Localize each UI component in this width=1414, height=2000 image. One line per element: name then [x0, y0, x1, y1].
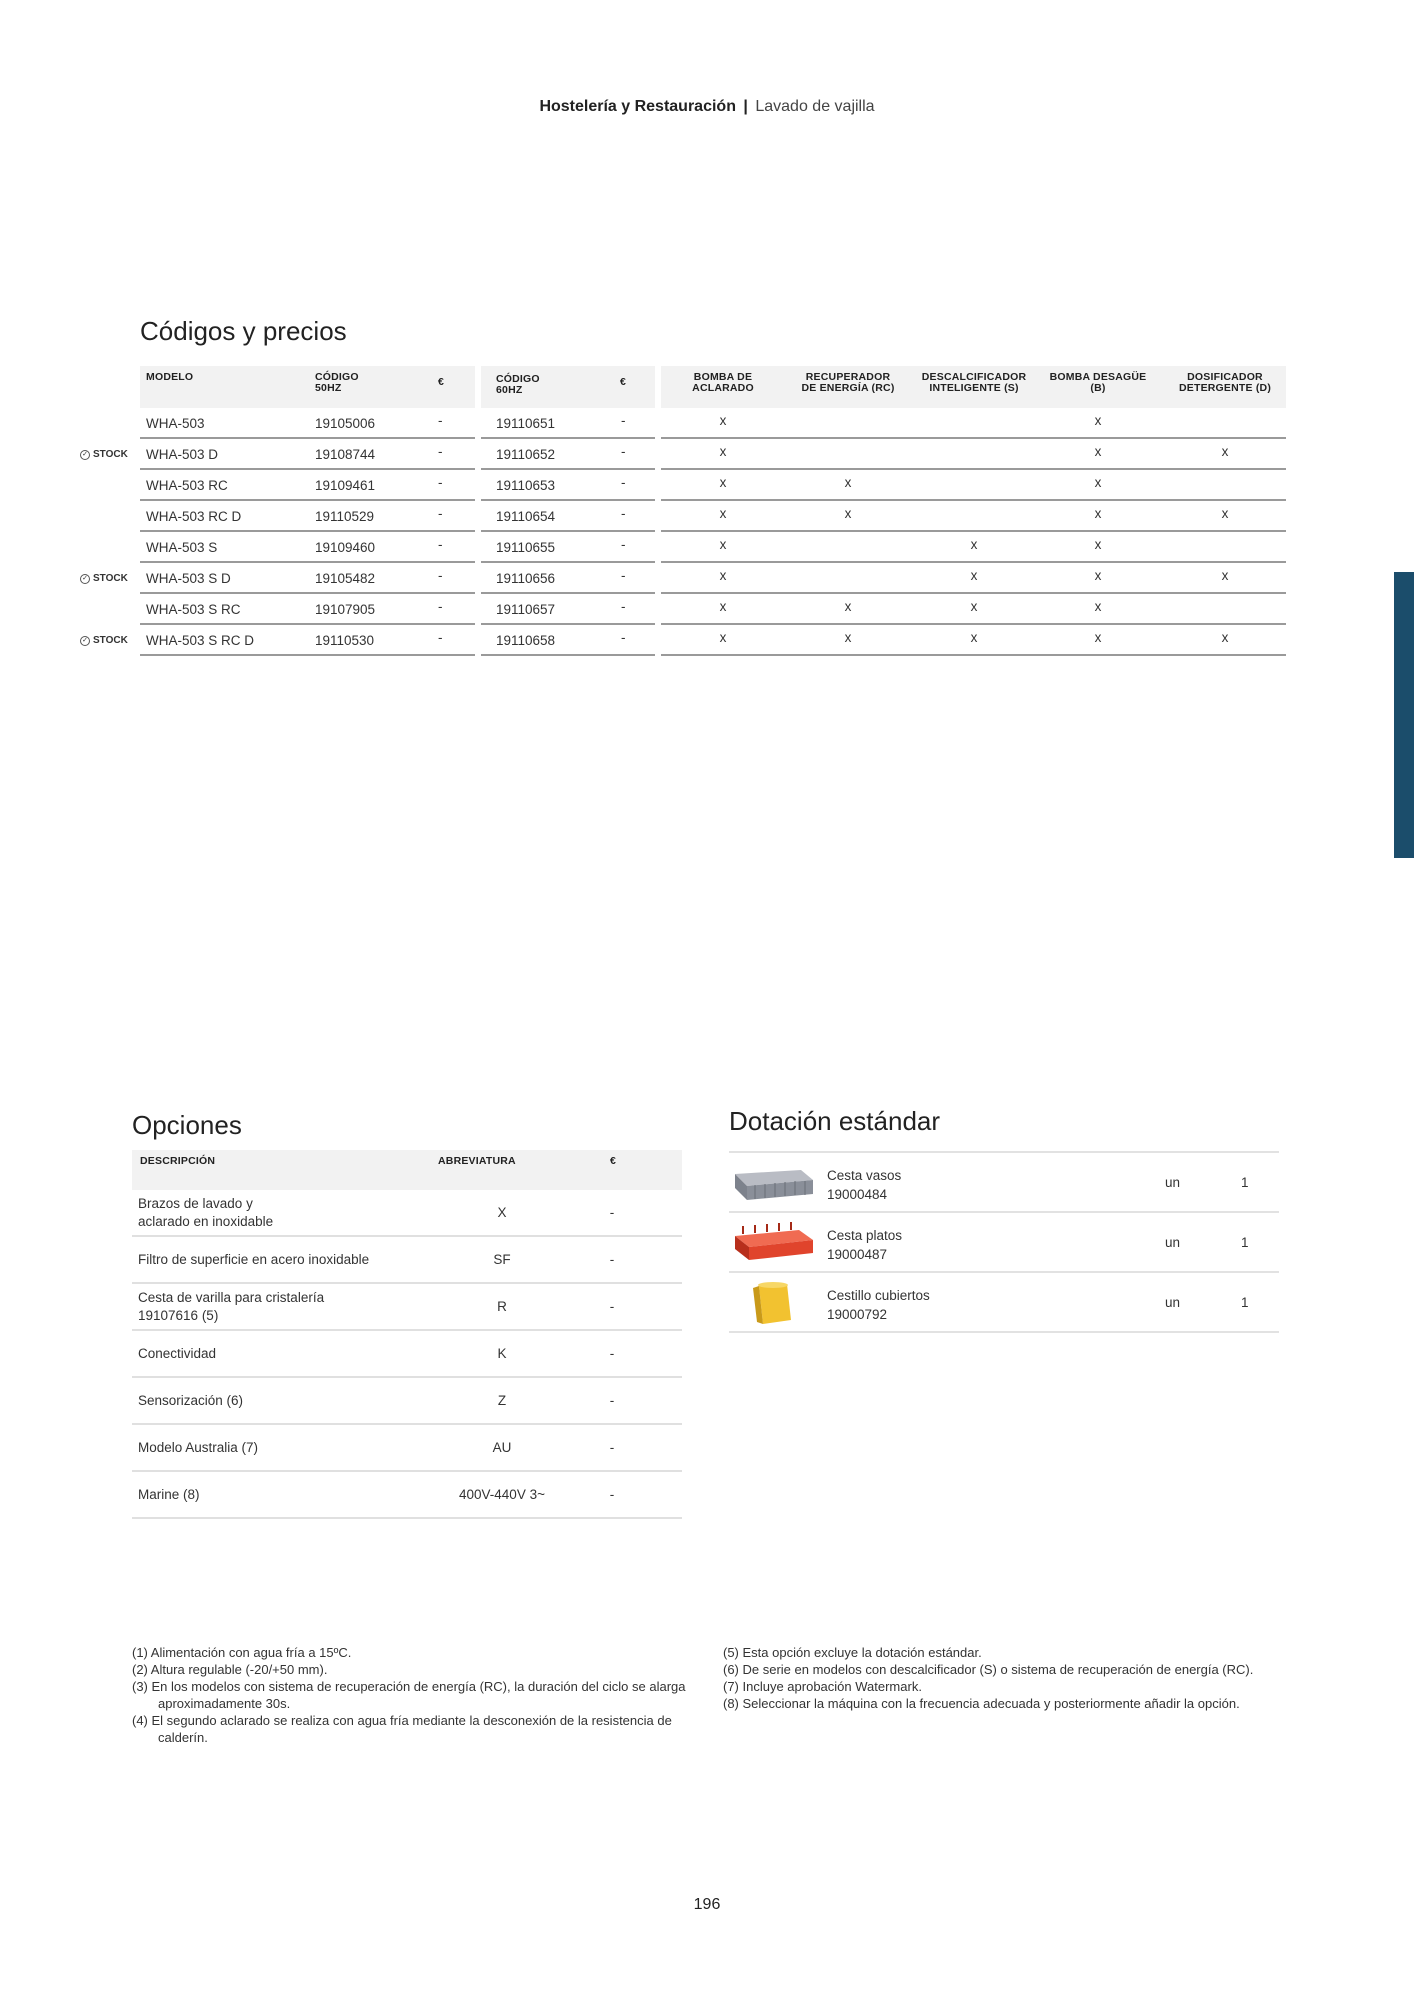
header-rinse-pump: BOMBA DE ACLARADO [692, 371, 754, 394]
options-table [132, 1150, 682, 1519]
cell-softener: x [970, 537, 978, 552]
cell-energy-recovery [795, 439, 901, 470]
cell-code-50hz: 19105482 [315, 571, 376, 586]
cell-price-50hz: - [438, 599, 443, 614]
prices-title: Códigos y precios [140, 316, 347, 346]
cell-softener: x [970, 630, 978, 645]
cell-energy-recovery [795, 563, 901, 594]
cell-price-60hz: - [621, 630, 626, 645]
option-description-line2: aclarado en inoxidable [138, 1213, 274, 1229]
standard-item-quantity: 1 [1241, 1174, 1249, 1190]
cell-price-50hz: - [438, 506, 443, 521]
option-abbreviation: R [497, 1298, 507, 1314]
cell-detergent-doser [1170, 408, 1280, 439]
cell-drain-pump: x [1094, 506, 1102, 521]
cell-rinse-pump: x [719, 506, 727, 521]
option-description-line2: 19107616 (5) [138, 1307, 219, 1323]
option-abbreviation: Z [497, 1392, 507, 1408]
prices-table [82, 366, 1286, 656]
cell-rinse-pump: x [719, 444, 727, 459]
footnote: (1) Alimentación con agua fría a 15ºC. [132, 1645, 352, 1660]
cell-code-50hz: 19109461 [315, 478, 376, 493]
cell-drain-pump: x [1094, 630, 1102, 645]
plate-rack-image [731, 1220, 815, 1266]
cell-energy-recovery [795, 532, 901, 563]
price-row [140, 501, 1286, 532]
cell-softener: x [970, 568, 978, 583]
cell-drain-pump: x [1094, 444, 1102, 459]
cell-code-50hz: 19105006 [315, 416, 376, 431]
footnotes-right [723, 1644, 1293, 1712]
option-row [132, 1425, 682, 1472]
cell-softener [919, 501, 1029, 532]
cell-drain-pump: x [1094, 475, 1102, 490]
footnote: (7) Incluye aprobación Watermark. [723, 1679, 922, 1694]
header-description: DESCRIPCIÓN [140, 1155, 216, 1167]
cell-rinse-pump: x [719, 568, 727, 583]
option-abbreviation: AU [492, 1439, 512, 1455]
cell-rinse-pump: x [719, 475, 727, 490]
cell-code-60hz: 19110652 [496, 447, 556, 462]
side-tab-marker [1394, 572, 1414, 858]
cell-detergent-doser [1170, 470, 1280, 501]
option-description: Sensorización (6) [138, 1392, 244, 1408]
cell-model: WHA-503 RC D [146, 509, 242, 524]
cell-detergent-doser: x [1221, 568, 1229, 583]
header-price: € [610, 1155, 617, 1167]
cell-code-50hz: 19109460 [315, 540, 376, 555]
header-drain-pump: BOMBA DESAGÜE (B) [1049, 371, 1147, 394]
standard-item-text [827, 1166, 901, 1204]
cell-rinse-pump: x [719, 537, 727, 552]
option-row [132, 1472, 682, 1519]
cutlery-basket-image [731, 1280, 815, 1326]
option-price: - [609, 1345, 615, 1361]
options-table-header [132, 1150, 682, 1190]
header-energy-recovery: RECUPERADOR DE ENERGÍA (RC) [801, 371, 895, 394]
header-detergent-doser: DOSIFICADOR DETERGENTE (D) [1178, 371, 1272, 394]
cell-rinse-pump: x [719, 599, 727, 614]
standard-item [729, 1153, 1279, 1213]
cell-code-60hz: 19110657 [496, 602, 556, 617]
stock-label: STOCK [93, 449, 128, 460]
option-row [132, 1284, 682, 1331]
cell-model: WHA-503 S [146, 540, 218, 555]
cell-softener [919, 408, 1029, 439]
standard-title: Dotación estándar [729, 1106, 941, 1136]
option-row [132, 1237, 682, 1284]
option-abbreviation: 400V-440V 3~ [459, 1486, 545, 1502]
cell-price-50hz: - [438, 568, 443, 583]
standard-item-name: Cesta platos [827, 1228, 903, 1243]
header-price-60hz: € [620, 376, 627, 388]
check-circle-icon: ✓ [80, 450, 90, 460]
standard-item-unit: un [1165, 1234, 1181, 1250]
cell-code-50hz: 19108744 [315, 447, 376, 462]
glass-rack-image [731, 1160, 815, 1206]
cell-rinse-pump: x [719, 413, 727, 428]
cell-code-60hz: 19110658 [496, 633, 556, 648]
cell-code-50hz: 19110529 [315, 509, 375, 524]
standard-item-code: 19000792 [827, 1307, 888, 1322]
option-row [132, 1190, 682, 1237]
cell-detergent-doser: x [1221, 630, 1229, 645]
cell-detergent-doser: x [1221, 506, 1229, 521]
standard-item-text [827, 1286, 930, 1324]
price-row [140, 470, 1286, 501]
option-description: Modelo Australia (7) [138, 1439, 259, 1455]
standard-item-unit: un [1165, 1294, 1181, 1310]
header-code-50hz: CÓDIGO 50HZ [315, 371, 359, 394]
option-description: Conectividad [138, 1345, 217, 1361]
cell-model: WHA-503 RC [146, 478, 228, 493]
option-abbreviation: K [497, 1345, 507, 1361]
cell-drain-pump: x [1094, 599, 1102, 614]
cell-code-50hz: 19107905 [315, 602, 376, 617]
option-price: - [609, 1486, 615, 1502]
price-row [140, 594, 1286, 625]
cell-code-60hz: 19110651 [496, 416, 556, 431]
footnote: (8) Seleccionar la máquina con la frecuencia adecuada y posteriormente añadir la opción. [723, 1696, 1240, 1711]
cell-code-60hz: 19110654 [496, 509, 556, 524]
cell-rinse-pump: x [719, 630, 727, 645]
cell-price-50hz: - [438, 444, 443, 459]
standard-item [729, 1273, 1279, 1333]
option-price: - [609, 1439, 615, 1455]
cell-price-60hz: - [621, 444, 626, 459]
header-separator: | [743, 98, 748, 115]
cell-energy-recovery: x [844, 599, 852, 614]
header-model: MODELO [146, 371, 194, 383]
page-number: 196 [693, 1896, 721, 1913]
cell-detergent-doser [1170, 594, 1280, 625]
standard-item-code: 19000487 [827, 1247, 888, 1262]
header-abbreviation: ABREVIATURA [438, 1155, 516, 1167]
standard-item-quantity: 1 [1241, 1294, 1249, 1310]
cell-drain-pump: x [1094, 413, 1102, 428]
header-subsection: Lavado de vajilla [755, 98, 875, 115]
option-description: Cesta de varilla para cristalería [138, 1289, 325, 1305]
cell-detergent-doser [1170, 532, 1280, 563]
cell-drain-pump: x [1094, 568, 1102, 583]
check-circle-icon: ✓ [80, 636, 90, 646]
stock-badge [80, 563, 128, 594]
cell-price-60hz: - [621, 413, 626, 428]
footnote: (5) Esta opción excluye la dotación estándar. [723, 1645, 982, 1660]
cell-softener: x [970, 599, 978, 614]
stock-label: STOCK [93, 573, 128, 584]
option-row [132, 1331, 682, 1378]
cell-code-60hz: 19110653 [496, 478, 556, 493]
option-description: Marine (8) [138, 1486, 200, 1502]
stock-badge [80, 625, 128, 656]
option-price: - [609, 1204, 615, 1220]
cell-price-60hz: - [621, 475, 626, 490]
price-row [140, 532, 1286, 563]
option-abbreviation: X [497, 1204, 507, 1220]
price-row [82, 625, 1286, 656]
page-header [0, 98, 1414, 116]
cell-model: WHA-503 S RC [146, 602, 241, 617]
cell-model: WHA-503 [146, 416, 205, 431]
footnote: (3) En los modelos con sistema de recuperación de energía (RC), la duración del ciclo se alarga aproximadamente 30s. [132, 1679, 686, 1711]
footnote: (2) Altura regulable (-20/+50 mm). [132, 1662, 328, 1677]
check-circle-icon: ✓ [80, 574, 90, 584]
footnotes-left [132, 1644, 702, 1746]
cell-model: WHA-503 D [146, 447, 219, 462]
footnote: (6) De serie en modelos con descalcificador (S) o sistema de recuperación de energía (RC). [723, 1662, 1254, 1677]
option-price: - [609, 1392, 615, 1408]
cell-code-50hz: 19110530 [315, 633, 375, 648]
options-title: Opciones [132, 1110, 242, 1140]
cell-energy-recovery: x [844, 475, 852, 490]
price-row [82, 563, 1286, 594]
cell-softener [919, 470, 1029, 501]
cell-price-50hz: - [438, 475, 443, 490]
header-code-60hz: CÓDIGO 60HZ [496, 373, 540, 396]
cell-price-60hz: - [621, 599, 626, 614]
cell-price-50hz: - [438, 413, 443, 428]
cell-detergent-doser: x [1221, 444, 1229, 459]
cell-energy-recovery [795, 408, 901, 439]
cell-price-60hz: - [621, 506, 626, 521]
stock-label: STOCK [93, 635, 128, 646]
header-price-50hz: € [438, 376, 445, 388]
cell-price-50hz: - [438, 630, 443, 645]
cell-drain-pump: x [1094, 537, 1102, 552]
cell-code-60hz: 19110655 [496, 540, 556, 555]
cell-price-50hz: - [438, 537, 443, 552]
standard-item-quantity: 1 [1241, 1234, 1249, 1250]
header-section: Hostelería y Restauración [539, 98, 736, 115]
option-row [132, 1378, 682, 1425]
cell-energy-recovery: x [844, 506, 852, 521]
prices-table-header [140, 366, 1286, 408]
standard-item-name: Cestillo cubiertos [827, 1288, 930, 1303]
standard-item-unit: un [1165, 1174, 1181, 1190]
standard-item-code: 19000484 [827, 1187, 888, 1202]
standard-item-text [827, 1226, 902, 1264]
standard-equipment-table [729, 1151, 1279, 1333]
stock-badge [80, 439, 128, 470]
standard-item-name: Cesta vasos [827, 1168, 902, 1183]
cell-price-60hz: - [621, 568, 626, 583]
price-row [82, 439, 1286, 470]
option-description: Brazos de lavado y [138, 1195, 253, 1211]
option-price: - [609, 1251, 615, 1267]
cell-code-60hz: 19110656 [496, 571, 556, 586]
cell-model: WHA-503 S RC D [146, 633, 255, 648]
price-row [140, 408, 1286, 439]
standard-item [729, 1213, 1279, 1273]
cell-softener [919, 439, 1029, 470]
option-price: - [609, 1298, 615, 1314]
footnote: (4) El segundo aclarado se realiza con agua fría mediante la desconexión de la resistencia de calderín. [132, 1713, 672, 1745]
option-description: Filtro de superficie en acero inoxidable [138, 1251, 370, 1267]
option-abbreviation: SF [493, 1251, 511, 1267]
cell-model: WHA-503 S D [146, 571, 231, 586]
cell-energy-recovery: x [844, 630, 852, 645]
header-softener: DESCALCIFICADOR INTELIGENTE (S) [921, 371, 1027, 394]
cell-price-60hz: - [621, 537, 626, 552]
